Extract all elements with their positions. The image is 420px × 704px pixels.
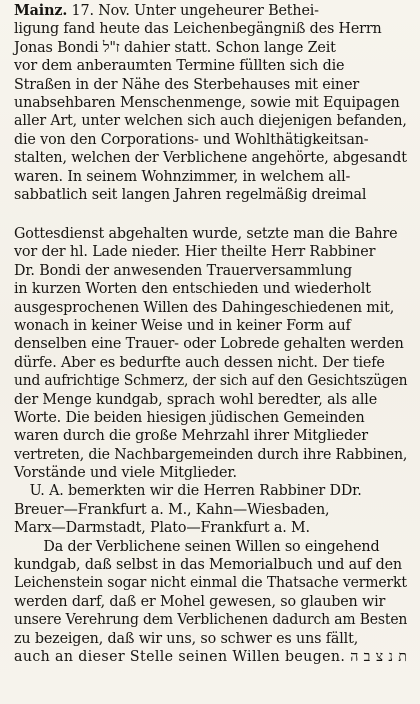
- article-line-24: vertreten, die Nachbargemeinden durch ihre Rabbinen,: [14, 445, 408, 463]
- article-line-9: stalten, welchen der Verblichene angehörte, abgesandt: [14, 149, 407, 167]
- article-line-31: Leichenstein sogar nicht einmal die Thatsache vermerkt: [14, 574, 407, 592]
- dateline-place: Mainz.: [14, 2, 68, 19]
- article-line-17: wonach in keiner Weise und in keiner Form auf: [14, 316, 351, 334]
- article-line-22: Worte. Die beiden hiesigen jüdischen Gemeinden: [14, 408, 365, 426]
- article-line-1-rest: 17. Nov. Unter ungeheurer Bethei-: [71, 2, 319, 19]
- article-line-26: U. A. bemerkten wir die Herren Rabbiner DDr.: [29, 482, 362, 500]
- article-line-8: die von den Corporations- und Wohlthätigkeitsan-: [14, 130, 369, 148]
- article-line-1: [14, 2, 399, 20]
- article-line-34: zu bezeigen, daß wir uns, so schwer es uns fällt,: [14, 629, 359, 647]
- article-line-5: Straßen in der Nähe des Sterbehauses mit einer: [14, 75, 360, 93]
- article-line-21: der Menge kundgab, sprach wohl beredter, als alle: [14, 390, 378, 408]
- article-line-32: werden darf, daß er Mohel gewesen, so glauben wir: [14, 592, 386, 610]
- article-line-25: Vorstände und viele Mitglieder.: [14, 464, 237, 482]
- article-line-4: vor dem anberaumten Termine füllten sich die: [14, 57, 345, 75]
- article-line-30: kundgab, daß selbst in das Memorialbuch und auf den: [14, 556, 402, 574]
- article-upper-block: [14, 2, 407, 204]
- article-line-33: unsere Verehrung dem Verblichenen dadurch am Besten: [14, 611, 408, 629]
- article-line-18: denselben eine Trauer- oder Lobrede gehalten werden: [14, 335, 404, 353]
- article-line-27: Breuer—Frankfurt a. M., Kahn—Wiesbaden,: [14, 500, 330, 518]
- article-line-14: Dr. Bondi der anwesenden Trauerversammlung: [14, 261, 353, 279]
- article-line-10: waren. In seinem Wohnzimmer, in welchem all-: [14, 167, 351, 185]
- article-line-15: in kurzen Worten den entschieden und wiederholt: [14, 280, 371, 298]
- article-lower-block: [14, 225, 407, 666]
- article-line-35: auch an dieser Stelle seinen Willen beugen. ת נ צ ב ה: [14, 647, 408, 665]
- article-line-13: vor der hl. Lade nieder. Hier theilte Herr Rabbiner: [14, 243, 376, 261]
- article-line-2: ligung fand heute das Leichenbegängniß des Herrn: [14, 20, 382, 38]
- article-line-29: Da der Verblichene seinen Willen so eingehend: [43, 537, 380, 555]
- article-line-16: ausgesprochenen Willen des Dahingeschiedenen mit,: [14, 298, 395, 316]
- article-line-12: Gottesdienst abgehalten wurde, setzte man die Bahre: [14, 225, 398, 242]
- article-line-28: Marx—Darmstadt, Plato—Frankfurt a. M.: [14, 519, 310, 537]
- article-line-11: sabbatlich seit langen Jahren regelmäßig dreimal: [14, 185, 367, 203]
- article-line-19: dürfe. Aber es bedurfte auch dessen nicht. Der tiefe: [14, 353, 385, 371]
- article-line-3: Jonas Bondi ז"ל dahier statt. Schon lange Zeit: [14, 38, 336, 56]
- article-line-23: waren durch die große Mehrzahl ihrer Mitglieder: [14, 427, 369, 445]
- article-line-20: und aufrichtige Schmerz, der sich auf den Gesichtszügen: [14, 372, 408, 390]
- article-line-7: aller Art, unter welchen sich auch diejenigen befanden,: [14, 112, 407, 130]
- article-line-6: unabsehbaren Menschenmenge, sowie mit Equipagen: [14, 93, 400, 111]
